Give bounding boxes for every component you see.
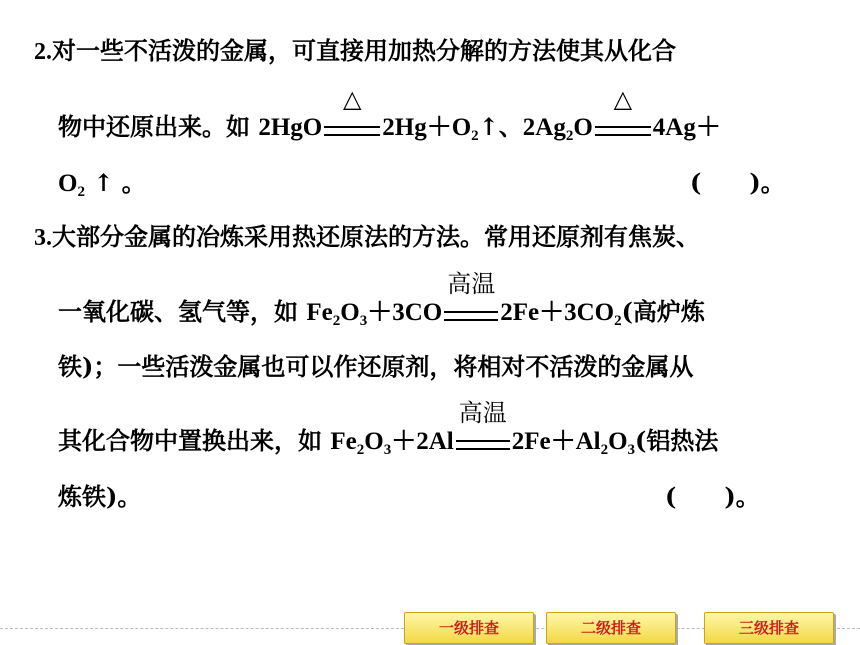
double-bar (456, 440, 510, 450)
level3-review-button[interactable]: 三级排查 (704, 612, 834, 644)
double-bar (595, 126, 651, 136)
item-text: (铝热法 (635, 426, 719, 455)
heat-condition: △ (613, 85, 633, 113)
formula-products: $2Fe+Al_2O_3$ (511, 428, 636, 458)
formula-products: $2Hg+O_2$ (382, 114, 479, 144)
item-text: (高炉炼 (621, 297, 705, 326)
period: 。 (121, 168, 146, 197)
reaction-arrow-heat (322, 85, 382, 142)
item2-line1 (34, 36, 676, 67)
level1-review-button[interactable]: 一级排查 (404, 612, 534, 644)
item3-line1 (34, 222, 700, 253)
double-bar (444, 311, 498, 321)
high-temp-condition: 高温 (458, 399, 507, 427)
formula-ag2o: $2Ag_2O$ (522, 114, 593, 144)
gas-arrow: ↑ (478, 112, 499, 141)
item-text: 物中还原出来。如 (58, 112, 259, 141)
item3-line2 (58, 270, 705, 329)
answer-blank[interactable]: ( )。 (690, 168, 785, 197)
item2-line3 (58, 168, 146, 199)
reaction-arrow-heat (593, 85, 653, 142)
item-text: 其化合物中置换出来，如 (58, 426, 331, 455)
reaction-arrow-high-temp (442, 270, 500, 327)
formula-fe2o3: $Fe_2O_3+2Al$ (330, 428, 454, 458)
item3-line3 (58, 352, 693, 382)
item-text: 对一些不活泼的金属，可直接用加热分解的方法使其从化合 (52, 36, 676, 65)
answer-blank[interactable]: ( )。 (665, 482, 760, 511)
item-text: 大部分金属的冶炼采用热还原法的方法。常用还原剂有焦炭、 (52, 222, 700, 251)
separator: 、 (498, 112, 523, 141)
item-text: 铁)；一些活泼金属也可以作还原剂，将相对不活泼的金属从 (58, 352, 694, 381)
formula-hgo: 2HgO (258, 114, 323, 141)
item3-line4 (58, 399, 719, 458)
level2-review-button[interactable]: 二级排查 (546, 612, 676, 644)
gas-arrow: ↑ (93, 168, 114, 197)
item-text: 炼铁)。 (58, 482, 142, 511)
item-number: 2. (34, 39, 52, 65)
formula-o2: $O_2$ (58, 170, 85, 200)
double-bar (324, 126, 380, 136)
item-text: 一氧化碳、氢气等，如 (58, 297, 307, 326)
heat-condition: △ (343, 85, 362, 113)
formula-fe2o3: $Fe_2O_3+3CO$ (306, 299, 443, 329)
item3-line5 (58, 482, 141, 512)
item-number: 3. (34, 225, 52, 251)
reaction-arrow-high-temp (454, 399, 512, 456)
high-temp-condition: 高温 (447, 270, 496, 298)
formula-products: 4Ag＋ (652, 114, 721, 141)
formula-products: $2Fe+3CO_2$ (500, 299, 622, 329)
item2-line2 (58, 85, 721, 144)
